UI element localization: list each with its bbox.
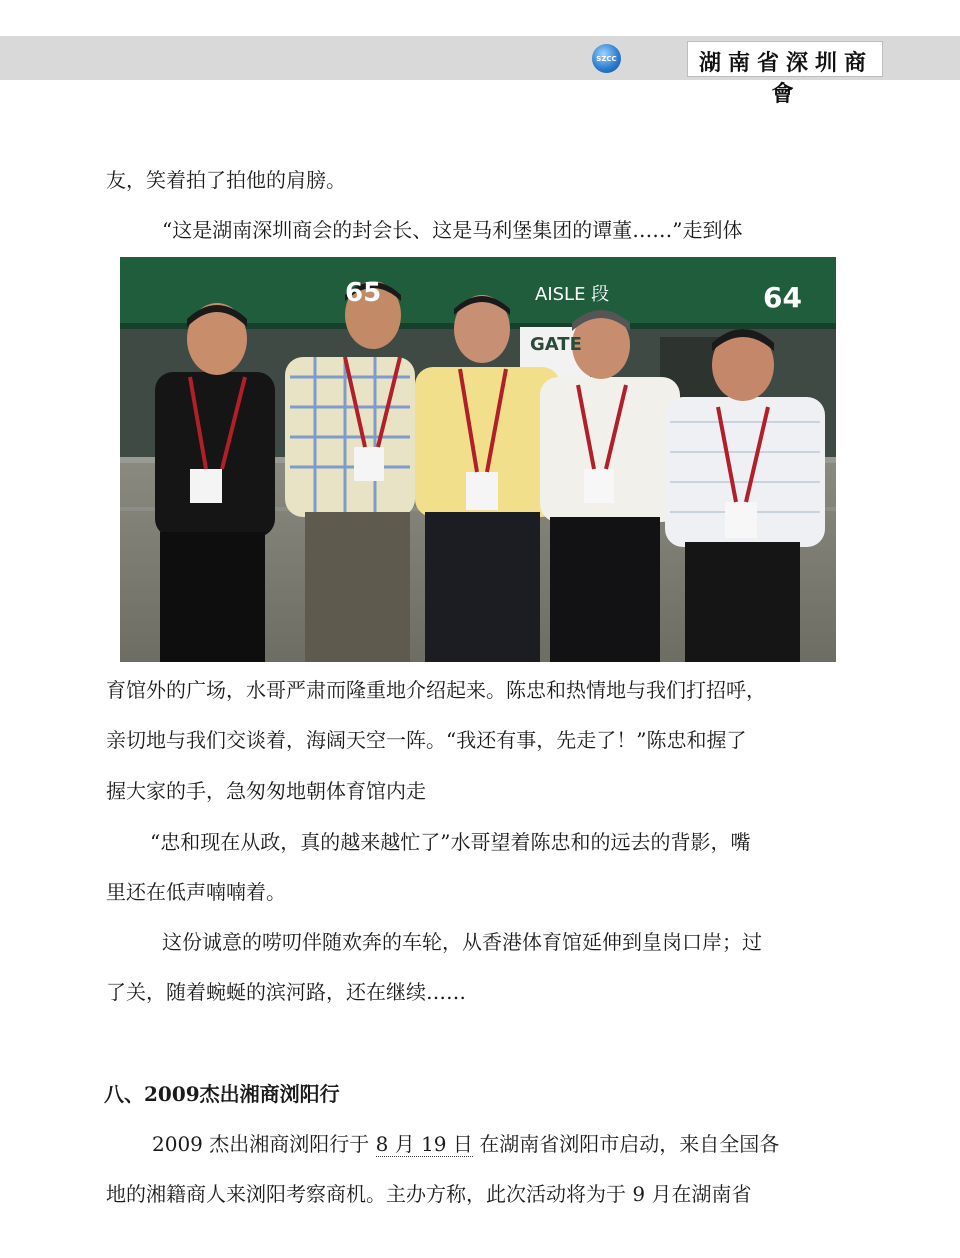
text-line-4: 亲切地与我们交谈着，海阔天空一阵。“我还有事，先走了！”陈忠和握了: [106, 728, 747, 752]
sign-number-right: 64: [763, 281, 802, 314]
header-title-box: [687, 41, 883, 107]
group-photo-illustration: [120, 257, 836, 662]
group-photo: [120, 257, 836, 662]
text-line-5: 握大家的手，急匆匆地朝体育馆内走: [106, 779, 426, 803]
text-line-7: 里还在低声喃喃着。: [106, 880, 286, 904]
text-line-9: 了关，随着蜿蜒的滨河路，还在继续……: [106, 980, 466, 1004]
section-date: 8 月 19 日: [375, 1132, 473, 1156]
section-line-1-start: 2009 杰出湘商浏阳行于: [152, 1132, 370, 1156]
logo-text: SZCC: [596, 55, 617, 63]
szcc-logo-icon: [592, 44, 621, 73]
sign-aisle: AISLE 段: [535, 284, 610, 305]
section-heading: 八、2009杰出湘商浏阳行: [104, 1082, 340, 1106]
sign-number-left: 65: [345, 278, 382, 308]
section-line-2: 地的湘籍商人来浏阳考察商机。主办方称，此次活动将为于 9 月在湖南省: [106, 1182, 752, 1206]
section-line-1: [152, 1129, 912, 1159]
section-line-1-end: 在湖南省浏阳市启动，来自全国各: [479, 1132, 780, 1156]
header-title: 湖南省深圳商會: [698, 50, 873, 107]
text-line-1: 友，笑着拍了拍他的肩膀。: [106, 168, 346, 192]
sign-gate: GATE: [530, 334, 582, 355]
text-line-2: “这是湖南深圳商会的封会长、这是马利堡集团的谭董……”走到体: [162, 218, 743, 242]
text-line-6: “忠和现在从政，真的越来越忙了”水哥望着陈忠和的远去的背影，嘴: [150, 830, 751, 854]
text-line-3: 育馆外的广场，水哥严肃而隆重地介绍起来。陈忠和热情地与我们打招呼，: [106, 678, 766, 702]
text-line-8: 这份诚意的唠叨伴随欢奔的车轮，从香港体育馆延伸到皇岗口岸；过: [162, 930, 762, 954]
